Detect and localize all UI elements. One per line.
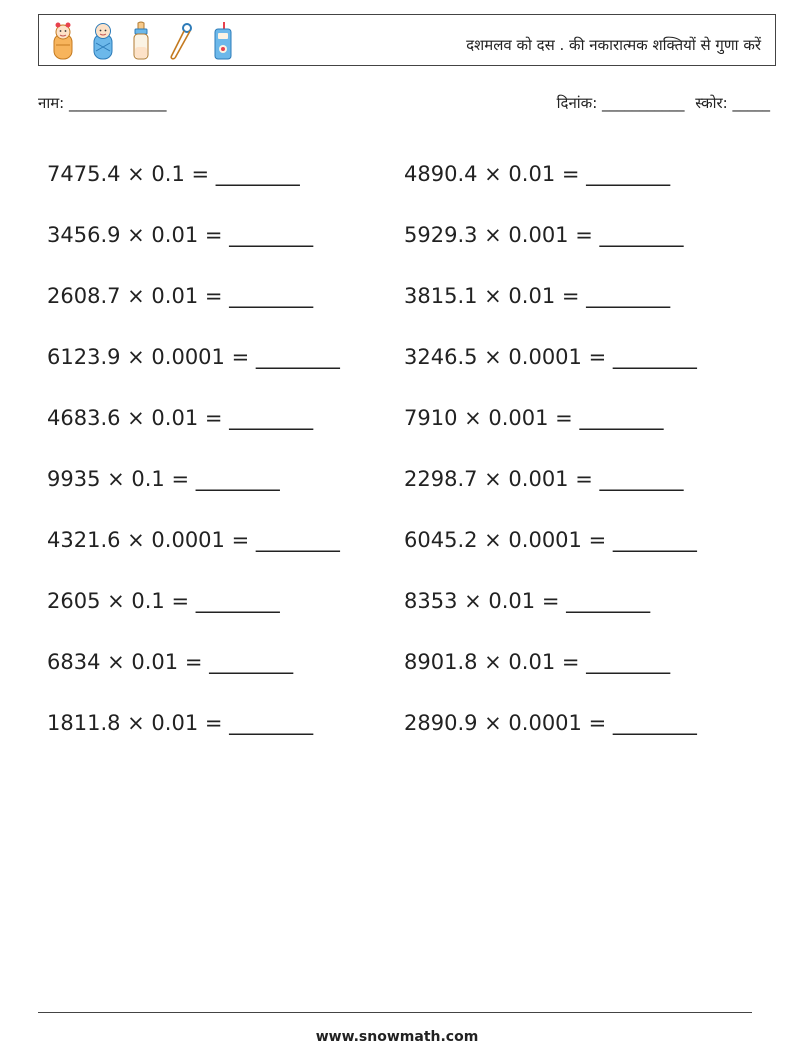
score-field: स्कोर: _____ [695,94,770,112]
problem-item: 9935 × 0.1 = ________ [47,466,280,491]
problem-row [47,265,767,326]
problem-row [47,509,767,570]
problem-item: 3246.5 × 0.0001 = ________ [404,344,697,369]
problem-row [47,326,767,387]
problem-item: 4890.4 × 0.01 = ________ [404,161,671,186]
worksheet-header [38,14,776,66]
problem-item: 6834 × 0.01 = ________ [47,649,294,674]
problem-row [47,143,767,204]
name-field: नाम: _____________ [38,94,167,112]
problem-item: 7475.4 × 0.1 = ________ [47,161,300,186]
safety-pin-icon [167,21,195,61]
problem-item: 7910 × 0.001 = ________ [404,405,664,430]
problem-row [47,204,767,265]
date-score-fields [551,93,770,113]
problem-row [47,631,767,692]
footer-divider [38,1012,752,1013]
problem-item: 2605 × 0.1 = ________ [47,588,280,613]
worksheet-title: दशमलव को दस . की नकारात्मक शक्तियों से गुणा करें [466,36,761,54]
problem-item: 1811.8 × 0.01 = ________ [47,710,314,735]
problem-item: 8901.8 × 0.01 = ________ [404,649,671,674]
problem-item: 2890.9 × 0.0001 = ________ [404,710,697,735]
problem-grid [47,143,767,753]
problem-row [47,448,767,509]
problem-item: 5929.3 × 0.001 = ________ [404,222,684,247]
baby-bottle-icon [131,21,151,61]
problem-item: 6123.9 × 0.0001 = ________ [47,344,340,369]
baby-monitor-icon [211,21,235,61]
problem-item: 3815.1 × 0.01 = ________ [404,283,671,308]
problem-item: 3456.9 × 0.01 = ________ [47,222,314,247]
footer-url: www.snowmath.com [315,1029,479,1045]
problem-row [47,387,767,448]
header-icons [51,21,235,61]
problem-item: 4321.6 × 0.0001 = ________ [47,527,340,552]
baby-girl-icon [51,21,75,61]
problem-item: 8353 × 0.01 = ________ [404,588,651,613]
problem-row [47,570,767,631]
baby-boy-icon [91,21,115,61]
problem-item: 6045.2 × 0.0001 = ________ [404,527,697,552]
problem-row [47,692,767,753]
problem-item: 2298.7 × 0.001 = ________ [404,466,684,491]
problem-item: 2608.7 × 0.01 = ________ [47,283,314,308]
problem-item: 4683.6 × 0.01 = ________ [47,405,314,430]
date-field: दिनांक: ___________ [556,94,685,112]
